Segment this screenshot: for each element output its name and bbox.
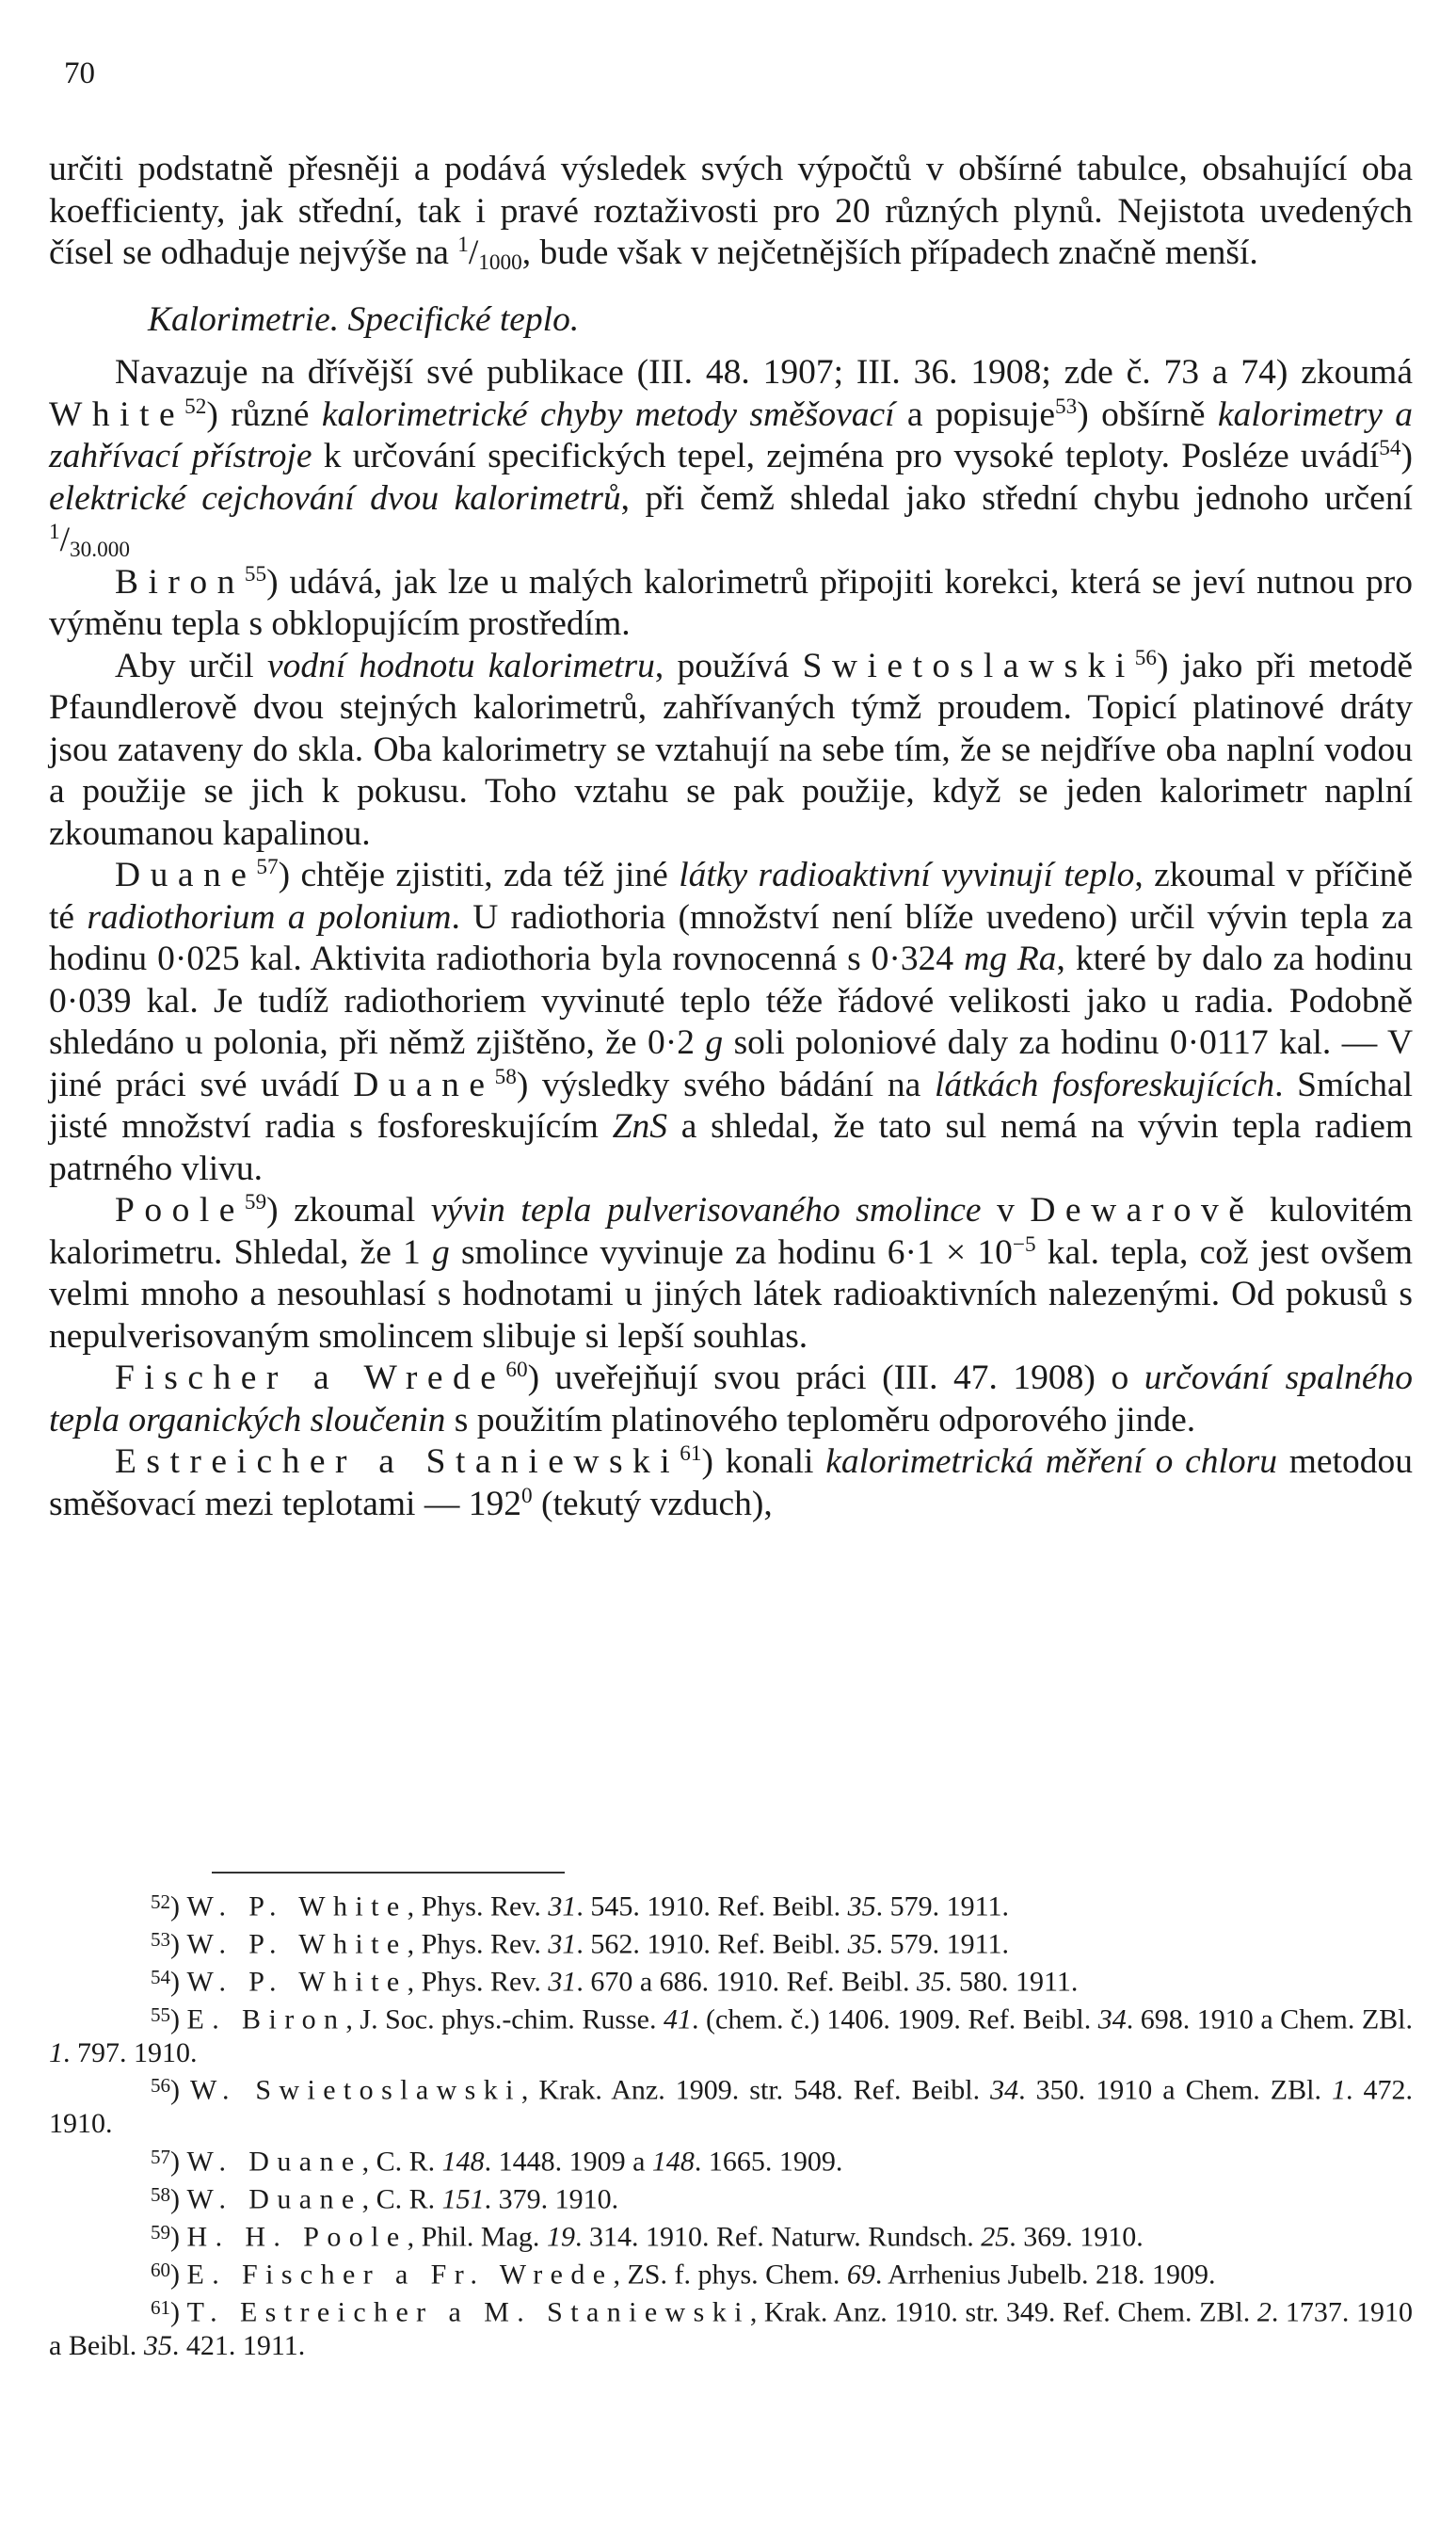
- section-heading: Kalorimetrie. Specifické teplo.: [148, 299, 580, 339]
- author-name: Dewarově: [1030, 1191, 1255, 1230]
- page-number: 70: [64, 56, 95, 90]
- author-name: Biron: [115, 562, 245, 602]
- footnote: $^{56}$) W. Swietoslawski, Krak. Anz. 1909. str. 548. Ref. Beibl. 34. 350. 1910 a Chem. ZBl. 1. 472. 1910.: [49, 2074, 1414, 2140]
- author-name: Swietoslawski: [802, 646, 1135, 685]
- footnote: $^{55}$) E. Biron, J. Soc. phys.-chim. Russe. 41. (chem. č.) 1406. 1909. Ref. Beibl. 34. 698. 1910 a Chem. ZBl. 1. 797. 1910.: [49, 2002, 1414, 2068]
- paragraph-estreicher: Estreicher a Staniewski$^{61}$) konali kalorimetrická měření o chloru metodou směšovací mezi teplotami — $192^0$ (tekutý vzduch),: [49, 1441, 1413, 1523]
- footnote: $^{54}$) W. P. White, Phys. Rev. 31. 670 a 686. 1910. Ref. Beibl. 35. 580. 1911.: [151, 1965, 1079, 1998]
- author-name: Estreicher a Staniewski: [115, 1442, 680, 1481]
- footnote: $^{53}$) W. P. White, Phys. Rev. 31. 562. 1910. Ref. Beibl. 35. 579. 1911.: [151, 1927, 1010, 1960]
- author-name: White: [49, 394, 185, 434]
- paragraph-swietoslawski: Aby určil vodní hodnotu kalorimetru, používá Swietoslawski$^{56}$) jako při metodě Pfaundlerově dvou stejných kalorimetrů, zahřívaných týmž proudem. Topicí platinové dráty jsou zataveny do skla. Oba kalorimetry se vztahují na sebe tím, že se nejdříve oba naplní vodou a použije se jich k pokusu. Toho vztahu se pak použije, když se jeden kalorimetr naplní zkoumanou kapalinou.: [49, 645, 1414, 853]
- footnote: $^{59}$) H. H. Poole, Phil. Mag. 19. 314. 1910. Ref. Naturw. Rundsch. 25. 369. 1910.: [151, 2220, 1144, 2253]
- paragraph-white: Navazuje na dřívější své publikace (III. 48. 1907; III. 36. 1908; zde č. 73 a 74) zkoumá White$^{52}$) různé kalorimetrické chyby metody směšovací a popisuje$^{53}$) obšírně kalorimetry a zahřívací přístroje k určování specifických tepel, zejména pro vysoké teploty. Posléze uvádí$^{54}$) elektrické cejchování dvou kalorimetrů, při čemž shledal jako střední chybu jednoho určení $^1/_{30.000}$: [49, 353, 1413, 562]
- footnote: $^{61}$) T. Estreicher a M. Staniewski, Krak. Anz. 1910. str. 349. Ref. Chem. ZBl. 2. 1737. 1910 a Beibl. 35. 421. 1911.: [49, 2295, 1413, 2361]
- paragraph-1: určiti podstatně přesněji a podává výsledek svých výpočtů v obšírné tabulce, obsahující oba koefficienty, jak střední, tak i pravé roztaživosti pro 20 různých plynů. Nejistota uvedených čísel se odhaduje nejvýše na $^1/_{1000}$, bude však v nejčetnějších případech značně menší.: [49, 150, 1413, 275]
- author-name: Duane: [115, 856, 257, 894]
- author-name: Fischer a Wrede: [115, 1359, 506, 1397]
- author-name: Duane: [353, 1065, 495, 1104]
- footnote: $^{58}$) W. Duane, C. R. 151. 379. 1910.: [151, 2182, 619, 2215]
- footnote: $^{60}$) E. Fischer a Fr. Wrede, ZS. f. phys. Chem. 69. Arrhenius Jubelb. 218. 1909.: [151, 2258, 1216, 2291]
- footnote-divider: [212, 1872, 565, 1874]
- body-text: [49, 149, 1413, 1525]
- paragraph-fischer-wrede: Fischer a Wrede$^{60}$) uveřejňují svou práci (III. 47. 1908) o určování spalného tepla organických sloučenin s použitím platinového teploměru odporového jinde.: [49, 1358, 1414, 1439]
- author-name: Poole: [115, 1191, 245, 1230]
- paragraph-biron: Biron$^{55}$) udává, jak lze u malých kalorimetrů připojiti korekci, která se jeví nutnou pro výměnu tepla s obklopujícím prostředím.: [49, 561, 1413, 643]
- footnote: $^{57}$) W. Duane, C. R. 148. 1448. 1909 a 148. 1665. 1909.: [151, 2145, 843, 2178]
- paragraph-duane: Duane$^{57}$) chtěje zjistiti, zda též jiné látky radioaktivní vyvinují teplo, zkoumal v příčině té radiothorium a polonium. U radiothoria (množství není blíže uvedeno) určil vývin tepla za hodinu 0·025 kal. Aktivita radiothoria byla rovnocenná s 0·324 mg Ra, které by dalo za hodinu 0·039 kal. Je tudíž radiothoriem vyvinuté teplo téže řádové velikosti jako u radia. Podobně shledáno u polonia, při němž zjištěno, že 0·2 g soli poloniové daly za hodinu 0·0117 kal. — V jiné práci své uvádí Duane$^{58}$) výsledky svého bádání na látkách fosforeskujících. Smíchal jisté množství radia s fosforeskujícím ZnS a shledal, že tato sul nemá na vývin tepla radiem patrného vlivu.: [49, 855, 1414, 1188]
- footnotes: [49, 1886, 1413, 2362]
- paragraph-poole: Poole$^{59}$) zkoumal vývin tepla pulverisovaného smolince v Dewarově kulovitém kalorimetru. Shledal, že 1 g smolince vyvinuje za hodinu $6\cdot 1 \times 10^{-5}$ kal. tepla, což jest ovšem velmi mnoho a nesouhlasí s hodnotami u jiných látek radioaktivních nalezenými. Od pokusů s nepulverisovaným smolincem slibuje si lepší souhlas.: [49, 1190, 1414, 1356]
- footnote: $^{52}$) W. P. White, Phys. Rev. 31. 545. 1910. Ref. Beibl. 35. 579. 1911.: [151, 1890, 1010, 1922]
